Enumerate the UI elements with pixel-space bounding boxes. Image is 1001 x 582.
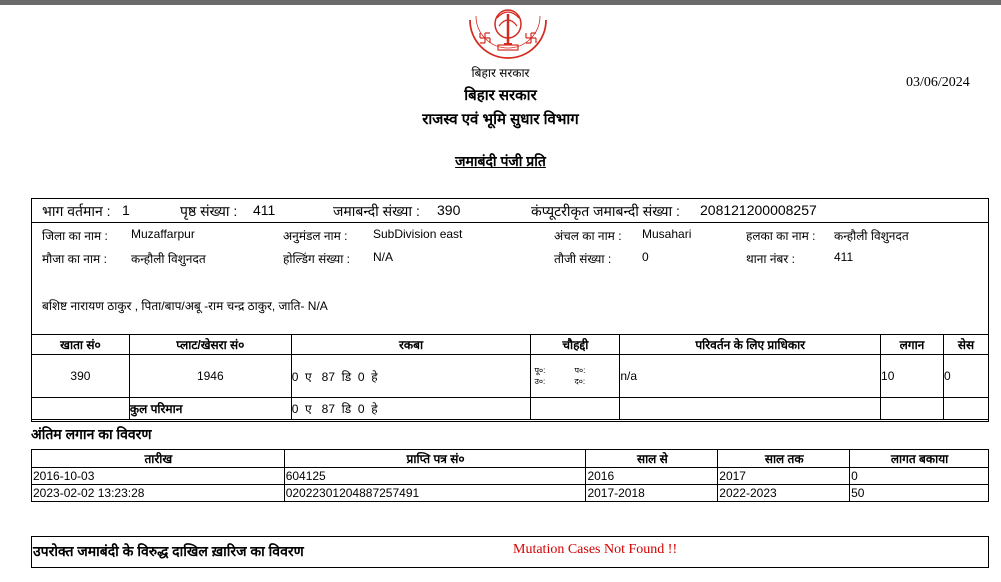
lagan-header: लगान — [881, 335, 944, 355]
due-cell: 50 — [850, 485, 989, 502]
year-from-cell: 2016 — [586, 468, 718, 485]
empty-cell — [943, 398, 988, 420]
khata-table — [31, 334, 989, 420]
chauhaddi-cell — [531, 355, 620, 398]
halka-value: कन्हौली विशुनदत — [834, 229, 909, 243]
ses-header: सेस — [943, 335, 988, 355]
chauhaddi-south: द०: — [574, 377, 586, 386]
government-name: बिहार सरकार — [464, 87, 537, 104]
tauzi-label: तौजी संख्या : — [554, 252, 612, 266]
khata-cell: 390 — [32, 355, 130, 398]
empty-cell — [32, 398, 130, 420]
chauhaddi-west: प०: — [574, 366, 586, 375]
empty-cell — [881, 398, 944, 420]
computerised-label: कंप्यूटरीकृत जमाबन्दी संख्या : — [531, 203, 680, 219]
rakba-header: रकबा — [291, 335, 531, 355]
subdivision-label: अनुमंडल नाम : — [283, 229, 348, 243]
year-to-cell: 2017 — [718, 468, 850, 485]
mutation-title: उपरोक्त जमाबंदी के विरुद्ध दाखिल ख़ारिज का विवरण — [33, 543, 304, 559]
year-to-cell: 2022-2023 — [718, 485, 850, 502]
year-from-cell: 2017-2018 — [586, 485, 718, 502]
subdivision-value: SubDivision east — [373, 227, 463, 241]
lagan-section-title: अंतिम लगान का विवरण — [31, 426, 152, 442]
mutation-message: Mutation Cases Not Found !! — [513, 542, 678, 557]
bhag-label: भाग वर्तमान : — [42, 203, 111, 219]
table-row — [32, 355, 989, 398]
prishth-label: पृष्ठ संख्या : — [180, 203, 238, 219]
due-header: लागत बकाया — [850, 450, 989, 468]
date-cell: 2016-10-03 — [32, 468, 285, 485]
khata-header-row — [32, 335, 989, 355]
thana-value: 411 — [834, 250, 854, 264]
owner-details: बशिष्ट नारायण ठाकुर , पिता/बाप/अबू -राम चन्द्र ठाकुर, जाति- N/A — [42, 299, 328, 313]
mauja-value: कन्हौली विशुनदत — [131, 252, 206, 266]
table-row — [32, 485, 989, 502]
receipt-cell: 604125 — [284, 468, 586, 485]
print-date: 03/06/2024 — [906, 75, 970, 90]
table-row — [32, 468, 989, 485]
receipt-header: प्राप्ति पत्र सं० — [284, 450, 586, 468]
jamabandi-value: 390 — [437, 202, 461, 218]
holding-value: N/A — [373, 250, 394, 264]
seal-caption: बिहार सरकार — [471, 66, 530, 80]
tauzi-value: 0 — [642, 250, 649, 264]
date-cell: 2023-02-02 13:23:28 — [32, 485, 285, 502]
authority-header: परिवर्तन के लिए प्राधिकार — [620, 335, 881, 355]
chauhaddi-header: चौहद्दी — [531, 335, 620, 355]
circle-label: अंचल का नाम : — [554, 229, 622, 243]
district-label: जिला का नाम : — [42, 229, 108, 243]
ses-cell: 0 — [943, 355, 988, 398]
year-to-header: साल तक — [718, 450, 850, 468]
receipt-cell: 02022301204887257491 — [284, 485, 586, 502]
date-header: तारीख — [32, 450, 285, 468]
rakba-cell: 0 ए 87 डि 0 हे — [291, 355, 531, 398]
chauhaddi-east: उ०: — [534, 377, 546, 386]
document-title: जमाबंदी पंजी प्रति — [455, 153, 546, 169]
computerised-value: 208121200008257 — [700, 202, 817, 218]
bhag-value: 1 — [122, 202, 130, 218]
holding-label: होल्डिंग संख्या : — [283, 252, 350, 266]
plot-header: प्लाट/खेसरा सं० — [129, 335, 291, 355]
prishth-value: 411 — [253, 202, 276, 218]
year-from-header: साल से — [586, 450, 718, 468]
total-rakba: 0 ए 87 डि 0 हे — [291, 398, 531, 420]
bihar-seal-emblem — [464, 2, 552, 64]
total-label: कुल परिमान — [129, 398, 291, 420]
khata-header: खाता सं० — [32, 335, 130, 355]
lagan-cell: 10 — [881, 355, 944, 398]
halka-label: हलका का नाम : — [746, 229, 816, 243]
district-value: Muzaffarpur — [131, 227, 195, 241]
total-row — [32, 398, 989, 420]
due-cell: 0 — [850, 468, 989, 485]
chauhaddi-north: पू०: — [534, 366, 546, 375]
lagan-header-row — [32, 450, 989, 468]
lagan-table — [31, 449, 989, 502]
thana-label: थाना नंबर : — [746, 252, 795, 266]
circle-value: Musahari — [642, 227, 692, 241]
mauja-label: मौजा का नाम : — [42, 252, 107, 266]
empty-cell — [531, 398, 620, 420]
empty-cell — [620, 398, 881, 420]
authority-cell: n/a — [620, 355, 881, 398]
plot-cell: 1946 — [129, 355, 291, 398]
department-name: राजस्व एवं भूमि सुधार विभाग — [422, 111, 579, 128]
header-divider — [31, 222, 989, 223]
jamabandi-label: जमाबन्दी संख्या : — [333, 203, 420, 219]
